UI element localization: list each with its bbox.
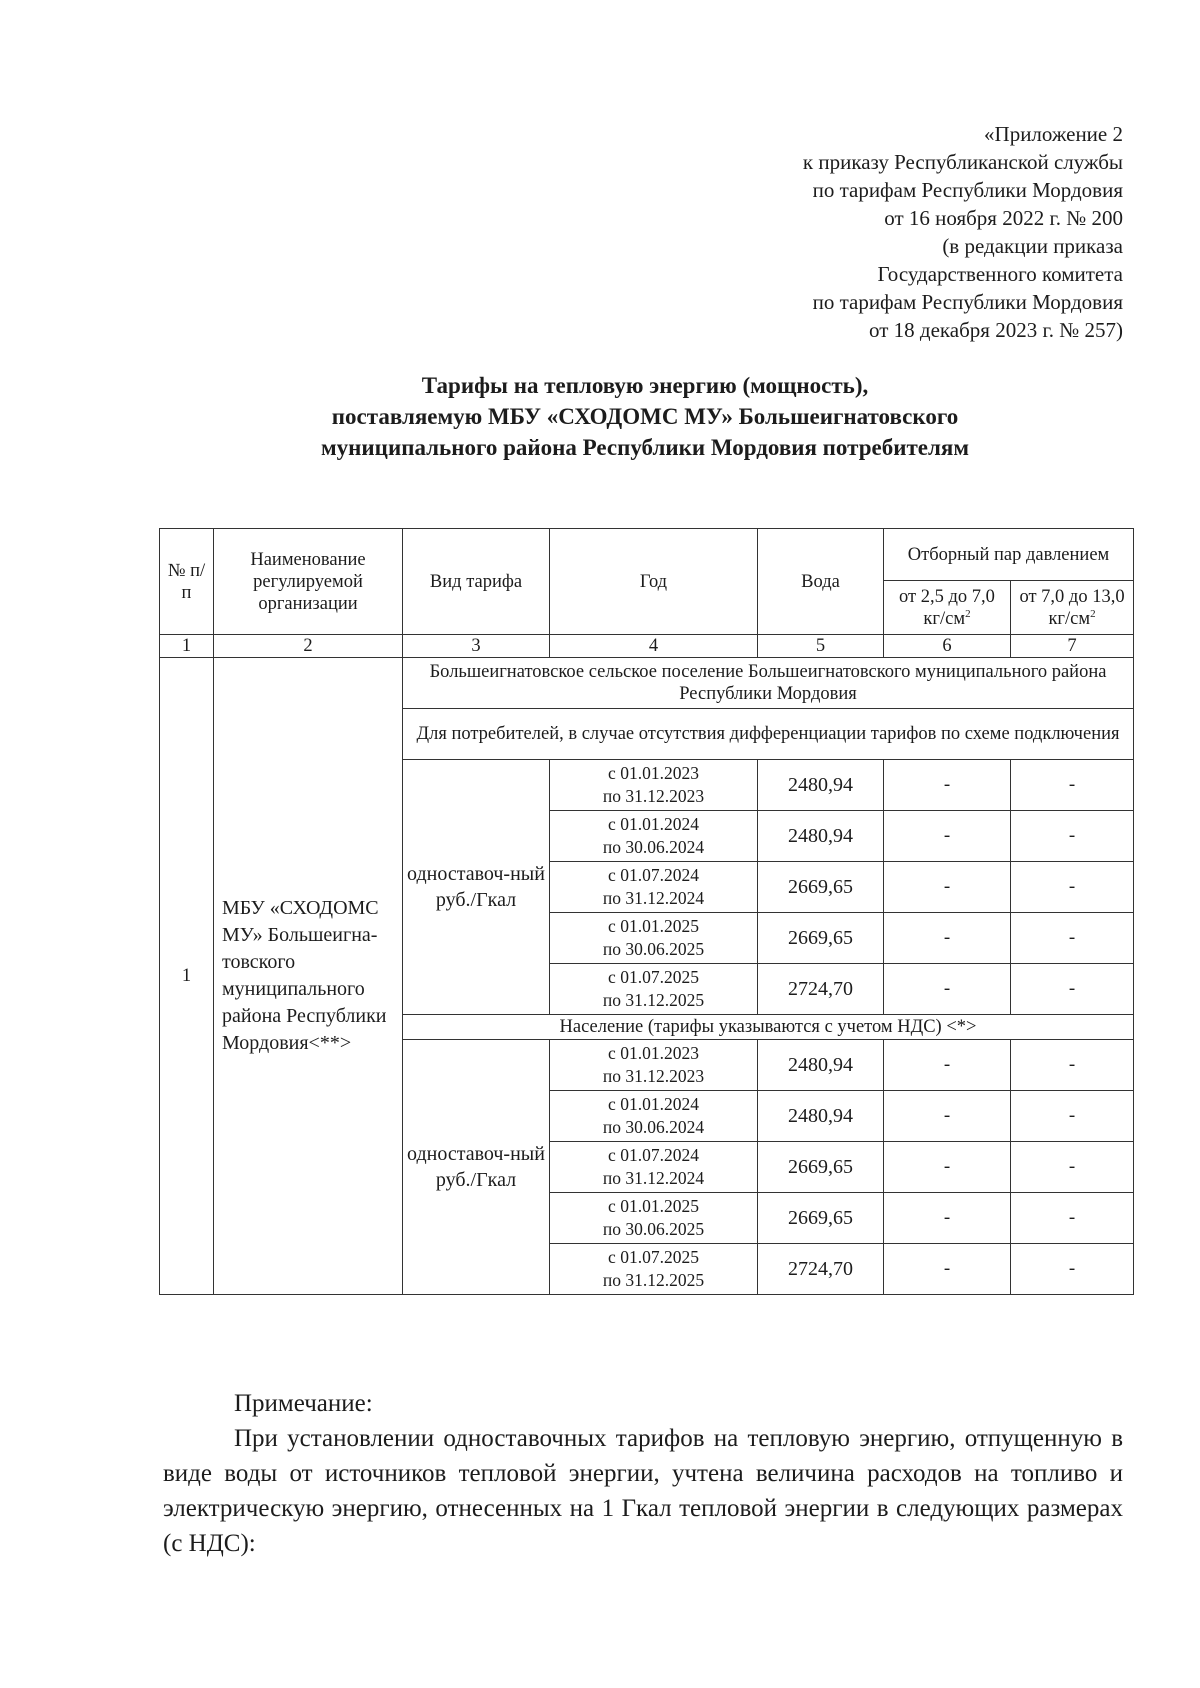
organization-name: МБУ «СХОДОМС МУ» Большеигна-товского муниципального района Республики Мордовия<**> xyxy=(214,658,403,1295)
header-row xyxy=(160,529,1134,581)
title-line: муниципального района Республики Мордовия потребителям xyxy=(321,435,969,460)
tariff-table xyxy=(159,528,1134,1295)
period-from: с 01.01.2025 xyxy=(608,1196,699,1216)
water-value: 2480,94 xyxy=(758,811,884,862)
title-line: поставляемую МБУ «СХОДОМС МУ» Большеигнатовского xyxy=(331,404,959,429)
water-value: 2669,65 xyxy=(758,913,884,964)
water-value: 2669,65 xyxy=(758,862,884,913)
steam-low-value: - xyxy=(884,760,1011,811)
settlement-name: Большеигнатовское сельское поселение Большеигнатовского муниципального района Республики Мордовия xyxy=(403,658,1134,709)
steam-low-value: - xyxy=(884,1040,1011,1091)
period-from: с 01.01.2023 xyxy=(608,1043,699,1063)
steam-low-value: - xyxy=(884,1142,1011,1193)
period-cell xyxy=(550,811,758,862)
appendix-line: (в редакции приказа xyxy=(942,234,1123,258)
column-number: 2 xyxy=(214,635,403,658)
header-steam-high xyxy=(1011,581,1134,635)
water-value: 2669,65 xyxy=(758,1142,884,1193)
header-steam-low xyxy=(884,581,1011,635)
period-to: по 31.12.2023 xyxy=(602,1066,705,1086)
period-from: с 01.07.2025 xyxy=(608,967,699,987)
superscript: 2 xyxy=(965,607,971,620)
steam-low-value: - xyxy=(884,913,1011,964)
period-cell xyxy=(550,1091,758,1142)
column-number-row xyxy=(160,635,1134,658)
section-b-title: Население (тарифы указываются с учетом НДС) <*> xyxy=(403,1015,1134,1040)
period-cell xyxy=(550,1040,758,1091)
superscript: 2 xyxy=(1090,607,1096,620)
period-from: с 01.01.2024 xyxy=(608,814,699,834)
appendix-line: к приказу Республиканской службы xyxy=(802,150,1123,174)
appendix-line: от 18 декабря 2023 г. № 257) xyxy=(869,318,1123,342)
period-cell xyxy=(550,760,758,811)
steam-low-value: - xyxy=(884,862,1011,913)
column-number: 6 xyxy=(884,635,1011,658)
steam-high-value: - xyxy=(1011,1193,1134,1244)
note-text: При установлении одноставочных тарифов на тепловую энергию, отпущенную в виде воды от источников тепловой энергии, учтена величина расходов на топливо и электрическую энергию, отнесенных на 1 Гкал тепловой энергии в следующих размерах (с НДС): xyxy=(163,1425,1123,1557)
steam-high-value: - xyxy=(1011,913,1134,964)
appendix-line: по тарифам Республики Мордовия xyxy=(812,178,1123,202)
period-to: по 31.12.2024 xyxy=(602,888,705,908)
period-to: по 31.12.2024 xyxy=(602,1168,705,1188)
period-to: по 31.12.2025 xyxy=(602,1270,705,1290)
note-label: Примечание: xyxy=(234,1390,373,1417)
appendix-line: от 16 ноября 2022 г. № 200 xyxy=(884,206,1123,230)
steam-high-value: - xyxy=(1011,964,1134,1015)
settlement-row xyxy=(160,658,1134,709)
period-to: по 30.06.2024 xyxy=(602,1117,705,1137)
period-from: с 01.07.2025 xyxy=(608,1247,699,1267)
section-a-title: Для потребителей, в случае отсутствия дифференциации тарифов по схеме подключения xyxy=(403,709,1134,760)
column-number: 4 xyxy=(550,635,758,658)
period-to: по 30.06.2024 xyxy=(602,837,705,857)
steam-high-value: - xyxy=(1011,862,1134,913)
header-org: Наименование регулируемой организации xyxy=(214,529,403,635)
steam-high-value: - xyxy=(1011,1040,1134,1091)
period-from: с 01.01.2025 xyxy=(608,916,699,936)
steam-low-value: - xyxy=(884,1193,1011,1244)
period-to: по 30.06.2025 xyxy=(602,1219,705,1239)
column-number: 1 xyxy=(160,635,214,658)
appendix-line: Государственного комитета xyxy=(877,262,1123,286)
note-block xyxy=(163,1386,1123,1561)
header-water: Вода xyxy=(758,529,884,635)
water-value: 2669,65 xyxy=(758,1193,884,1244)
header-steam-low-text: от 2,5 до 7,0 кг/см xyxy=(899,586,995,629)
water-value: 2480,94 xyxy=(758,760,884,811)
water-value: 2724,70 xyxy=(758,1244,884,1295)
steam-high-value: - xyxy=(1011,1091,1134,1142)
tariff-kind: одноставоч-ный руб./Гкал xyxy=(403,760,550,1015)
title-line: Тарифы на тепловую энергию (мощность), xyxy=(421,373,869,398)
period-cell xyxy=(550,1244,758,1295)
column-number: 7 xyxy=(1011,635,1134,658)
column-number: 5 xyxy=(758,635,884,658)
period-to: по 31.12.2023 xyxy=(602,786,705,806)
header-num: № п/п xyxy=(160,529,214,635)
period-from: с 01.07.2024 xyxy=(608,865,699,885)
steam-high-value: - xyxy=(1011,811,1134,862)
tariff-kind: одноставоч-ный руб./Гкал xyxy=(403,1040,550,1295)
period-from: с 01.01.2024 xyxy=(608,1094,699,1114)
period-to: по 30.06.2025 xyxy=(602,939,705,959)
column-number: 3 xyxy=(403,635,550,658)
period-from: с 01.01.2023 xyxy=(608,763,699,783)
period-cell xyxy=(550,964,758,1015)
water-value: 2480,94 xyxy=(758,1091,884,1142)
period-from: с 01.07.2024 xyxy=(608,1145,699,1165)
steam-high-value: - xyxy=(1011,1244,1134,1295)
period-to: по 31.12.2025 xyxy=(602,990,705,1010)
steam-low-value: - xyxy=(884,1244,1011,1295)
header-year: Год xyxy=(550,529,758,635)
row-number: 1 xyxy=(160,658,214,1295)
steam-low-value: - xyxy=(884,964,1011,1015)
document-title xyxy=(0,370,1200,463)
period-cell xyxy=(550,913,758,964)
appendix-line: «Приложение 2 xyxy=(984,122,1123,146)
steam-high-value: - xyxy=(1011,1142,1134,1193)
water-value: 2724,70 xyxy=(758,964,884,1015)
water-value: 2480,94 xyxy=(758,1040,884,1091)
steam-high-value: - xyxy=(1011,760,1134,811)
period-cell xyxy=(550,862,758,913)
appendix-block xyxy=(803,120,1123,344)
period-cell xyxy=(550,1193,758,1244)
appendix-line: по тарифам Республики Мордовия xyxy=(812,290,1123,314)
period-cell xyxy=(550,1142,758,1193)
header-steam-high-text: от 7,0 до 13,0 кг/см xyxy=(1019,586,1125,629)
steam-low-value: - xyxy=(884,1091,1011,1142)
steam-low-value: - xyxy=(884,811,1011,862)
header-steam: Отборный пар давлением xyxy=(884,529,1134,581)
header-kind: Вид тарифа xyxy=(403,529,550,635)
